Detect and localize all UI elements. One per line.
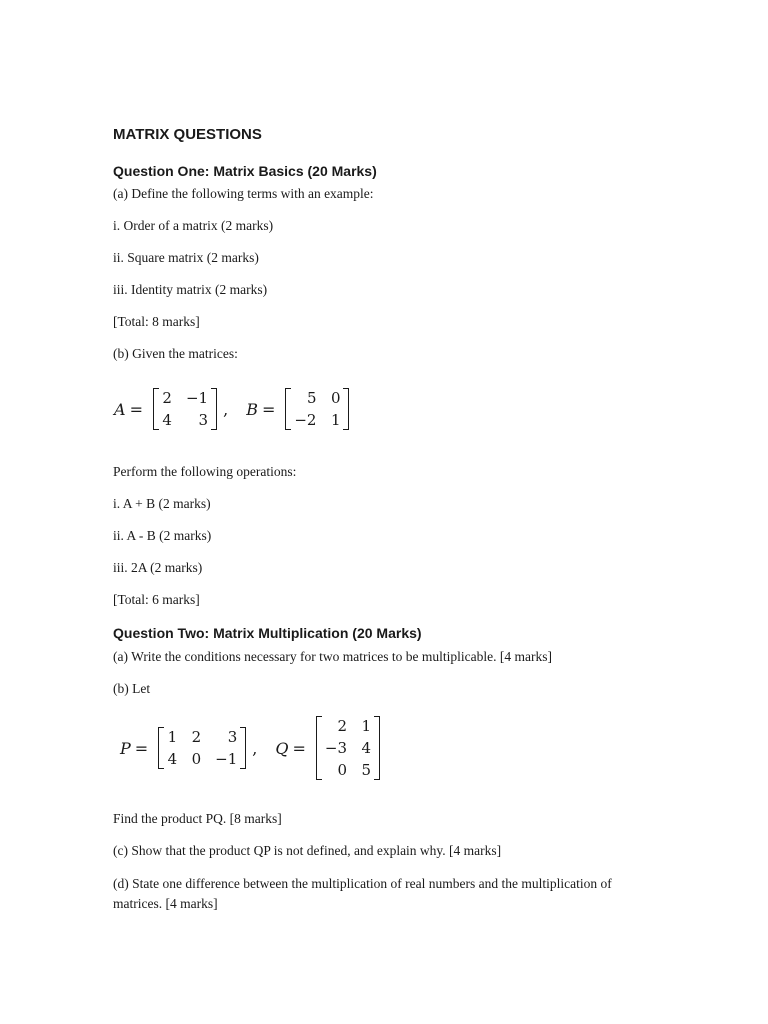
- matrix-cell: 3: [198, 411, 209, 429]
- q2-c: (c) Show that the product QP is not defined, and explain why. [4 marks]: [113, 843, 502, 858]
- q1-a-item: ii. Square matrix (2 marks): [113, 250, 259, 265]
- q1-a-item: i. Order of a matrix (2 marks): [113, 218, 274, 233]
- matrix-cell: 1: [167, 728, 178, 746]
- matrix-cell: 4: [361, 739, 372, 757]
- matrix-b: [285, 388, 349, 430]
- matrix-cell: −2: [294, 411, 317, 429]
- q2-d: (d) State one difference between the multiplication of real numbers and the multiplication of matrices. [4 marks]: [113, 876, 612, 911]
- matrix-cell: 0: [330, 389, 341, 407]
- q1-a-total: [Total: 8 marks]: [113, 314, 200, 329]
- q1-a-intro: (a) Define the following terms with an example:: [113, 186, 374, 201]
- matrix-label: Q: [275, 738, 289, 758]
- matrix-cell: 4: [167, 750, 178, 768]
- matrix-equation-ab: A = 2 −1 4 3 , B = 5 0 −2 1: [114, 388, 353, 430]
- matrix-cell: 0: [191, 750, 202, 768]
- matrix-cell: −3: [324, 739, 348, 757]
- matrix-q: [316, 716, 380, 780]
- q1-b-item: ii. A - B (2 marks): [113, 528, 212, 543]
- matrix-cell: 1: [361, 717, 372, 735]
- matrix-cell: 4: [162, 411, 172, 429]
- q1-b-total: [Total: 6 marks]: [113, 592, 200, 607]
- q1-a-item: iii. Identity matrix (2 marks): [113, 282, 268, 297]
- matrix-equation-pq: P = 1 2 3 4 0 −1 , Q = 2 1 −3 4 0 5: [120, 716, 384, 780]
- document-title: MATRIX QUESTIONS: [113, 126, 262, 143]
- matrix-cell: 2: [162, 389, 172, 407]
- q1-b-item: i. A + B (2 marks): [113, 496, 211, 511]
- question-one-heading: Question One: Matrix Basics (20 Marks): [113, 163, 377, 179]
- q1-b-intro: (b) Given the matrices:: [113, 346, 238, 361]
- matrix-label: B: [246, 399, 258, 419]
- matrix-a: [153, 388, 217, 430]
- q2-a: (a) Write the conditions necessary for two matrices to be multiplicable. [4 marks]: [113, 649, 552, 664]
- matrix-cell: −1: [215, 750, 238, 768]
- matrix-cell: 0: [337, 761, 348, 779]
- matrix-cell: 5: [306, 389, 317, 407]
- matrix-p: [158, 727, 246, 769]
- q2-b-let: (b) Let: [113, 681, 151, 696]
- matrix-cell: 3: [227, 728, 238, 746]
- matrix-cell: −1: [185, 389, 209, 407]
- q1-b-perform: Perform the following operations:: [113, 464, 297, 479]
- matrix-cell: 2: [337, 717, 348, 735]
- matrix-label: P: [120, 738, 131, 758]
- matrix-cell: 5: [361, 761, 372, 779]
- matrix-cell: 1: [330, 411, 341, 429]
- q2-find: Find the product PQ. [8 marks]: [113, 811, 282, 826]
- matrix-label: A: [114, 399, 126, 419]
- matrix-cell: 2: [191, 728, 202, 746]
- question-two-heading: Question Two: Matrix Multiplication (20 Marks): [113, 625, 422, 641]
- q1-b-item: iii. 2A (2 marks): [113, 560, 203, 575]
